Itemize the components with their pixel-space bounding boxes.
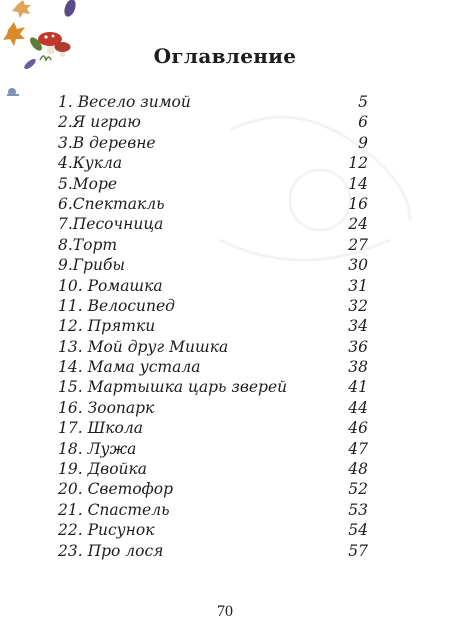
toc-entry-title: 12. Прятки (58, 317, 156, 336)
page-title: Оглавление (153, 44, 297, 68)
toc-entry[interactable] (58, 92, 368, 112)
toc-entry-title: 2.Я играю (58, 113, 141, 132)
toc-entry-page: 32 (348, 296, 368, 315)
toc-entry-title: 17. Школа (58, 419, 143, 438)
toc-entry[interactable] (58, 337, 368, 357)
toc-entry-title: 4.Кукла (58, 154, 123, 173)
toc-entry[interactable] (58, 500, 368, 520)
toc-entry-title: 1. Весело зимой (58, 93, 191, 111)
toc-entry[interactable] (58, 235, 368, 255)
toc-entry-page: 5 (358, 93, 368, 111)
toc-entry-title: 14. Мама устала (58, 358, 201, 377)
toc-entry-page: 24 (348, 215, 368, 234)
toc-entry-page: 57 (348, 541, 368, 560)
toc-entry[interactable] (58, 276, 368, 296)
toc-entry[interactable] (58, 194, 368, 214)
toc-entry-title: 3.В деревне (58, 133, 156, 152)
toc-entry-page: 46 (348, 419, 368, 438)
toc-entry-title: 18. Лужа (58, 439, 137, 458)
toc-entry[interactable] (58, 174, 368, 194)
toc-entry-page: 27 (348, 235, 368, 254)
toc-entry-page: 54 (348, 521, 368, 540)
toc-entry-page: 44 (348, 398, 368, 417)
toc-entry[interactable] (58, 296, 368, 316)
toc-entry[interactable] (58, 398, 368, 418)
toc-entry-title: 16. Зоопарк (58, 398, 155, 417)
toc-entry-page: 48 (348, 460, 368, 479)
toc-entry-title: 20. Светофор (58, 480, 174, 499)
toc-entry-page: 16 (348, 194, 368, 213)
toc-entry[interactable] (58, 459, 368, 479)
toc-entry-page: 12 (348, 154, 368, 173)
toc-entry-page: 30 (348, 256, 368, 275)
toc-entry-title: 5.Море (58, 174, 118, 193)
toc-entry-page: 38 (348, 358, 368, 377)
toc-entry-title: 10. Ромашка (58, 276, 163, 295)
toc-entry-page: 14 (348, 174, 368, 193)
toc-entry[interactable] (58, 357, 368, 377)
toc-entry[interactable] (58, 316, 368, 336)
toc-entry-page: 31 (348, 276, 368, 295)
orange-leaf-icon (3, 22, 25, 46)
toc-entry-title: 15. Мартышка царь зверей (58, 378, 288, 397)
toc-entry-page: 41 (348, 378, 368, 397)
toc-entry-title: 19. Двойка (58, 460, 148, 479)
toc-entry-title: 23. Про лося (58, 541, 164, 560)
toc-entry-title: 6.Спектакль (58, 194, 165, 213)
page-number: 70 (217, 603, 233, 620)
toc-entry[interactable] (58, 377, 368, 397)
purple-leaf-icon (62, 0, 78, 18)
toc-entry-page: 47 (348, 439, 368, 458)
toc-entry-title: 22. Рисунок (58, 521, 155, 540)
toc-entry[interactable] (58, 479, 368, 499)
toc-entry-title: 21. Спастель (58, 500, 170, 519)
toc-entry-page: 36 (348, 337, 368, 356)
toc-entry-page: 34 (348, 317, 368, 336)
toc-entry-title: 11. Велосипед (58, 296, 175, 315)
toc-entry[interactable] (58, 255, 368, 275)
toc-entry-title: 7.Песочница (58, 215, 164, 234)
toc-entry[interactable] (58, 214, 368, 234)
toc-entry[interactable] (58, 112, 368, 132)
toc-entry[interactable] (58, 418, 368, 438)
toc-entry-page: 53 (348, 500, 368, 519)
orange-leaf-icon (12, 0, 31, 18)
toc-entry-page: 9 (358, 133, 368, 152)
toc-entry-title: 8.Торт (58, 235, 118, 254)
toc-entry-page: 6 (358, 113, 368, 132)
toc-entry-title: 9.Грибы (58, 256, 126, 275)
toc-entry[interactable] (58, 153, 368, 173)
toc-entry[interactable] (58, 439, 368, 459)
table-of-contents (58, 92, 368, 561)
snail-icon (7, 88, 19, 96)
toc-entry[interactable] (58, 133, 368, 153)
toc-entry[interactable] (58, 541, 368, 561)
toc-entry-page: 52 (348, 480, 368, 499)
toc-entry[interactable] (58, 520, 368, 540)
toc-entry-title: 13. Мой друг Мишка (58, 337, 229, 356)
